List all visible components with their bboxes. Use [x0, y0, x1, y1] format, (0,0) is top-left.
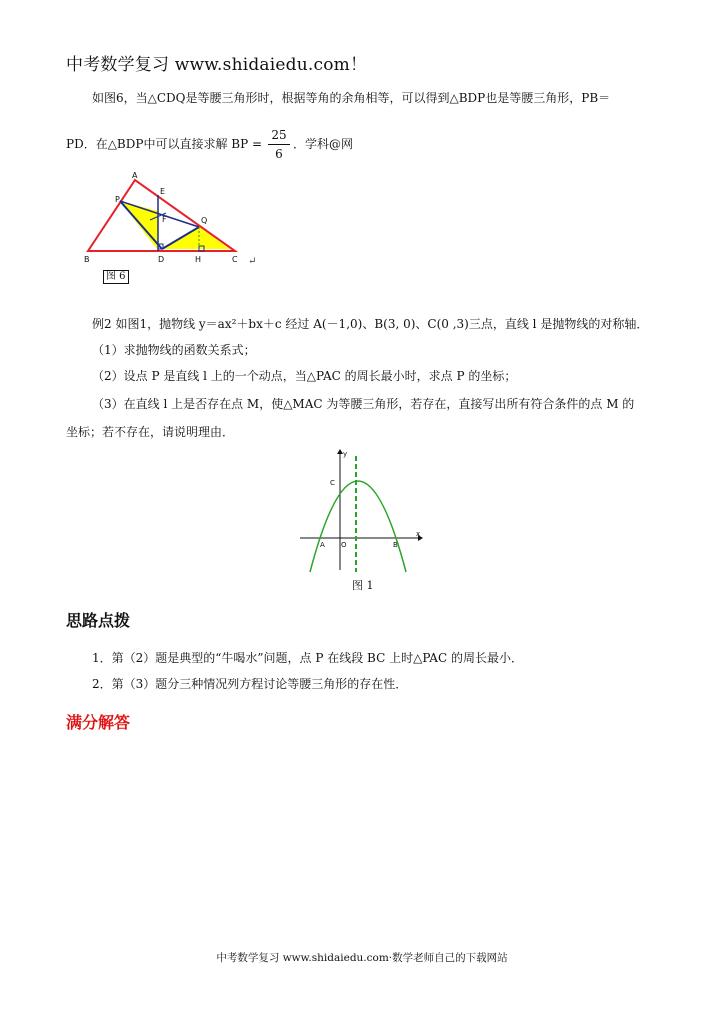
- figure-1-graph: [296, 446, 426, 576]
- thinking-heading: 思路点拨: [66, 611, 131, 630]
- point-label-a: A: [320, 541, 325, 549]
- thinking-item-2: 2．第（3）题分三种情况列方程讨论等腰三角形的存在性．: [92, 677, 408, 691]
- point-label-c: C: [232, 255, 238, 264]
- fraction-numerator: 25: [271, 128, 287, 142]
- example-2-question-3-line-2: 坐标；若不存在，请说明理由．: [66, 425, 235, 439]
- axis-label-y: y: [343, 450, 348, 458]
- fraction-bar: [268, 144, 290, 145]
- return-mark-icon: ↵: [248, 256, 257, 267]
- figure-1-caption: 图 1: [352, 579, 374, 592]
- point-label-p: P: [115, 195, 120, 204]
- example-2-question-3-line-1: （3）在直线 l 上是否存在点 M，使△MAC 为等腰三角形，若存在，直接写出所有符合条件的点 M 的: [92, 397, 635, 411]
- axis-label-x: x: [416, 530, 421, 538]
- yellow-region-right: [162, 227, 230, 249]
- header-title: 中考数学复习 www.shidaiedu.com！: [66, 55, 368, 75]
- paragraph-1-line-2-tail: ．学科@网: [293, 137, 354, 151]
- example-2-question-1: （1）求抛物线的函数关系式；: [92, 343, 256, 357]
- paragraph-1-line-2: PD．在△BDP中可以直接求解 BP =: [66, 137, 263, 151]
- example-2-intro: 例2 如图1，抛物线 y＝ax²＋bx＋c 经过 A(－1,0)、B(3, 0)、C(0 ,3)三点，直线 l 是抛物线的对称轴．: [92, 317, 649, 331]
- solution-heading: 满分解答: [66, 713, 131, 732]
- point-label-a: A: [132, 171, 138, 180]
- fraction-denominator: 6: [275, 147, 283, 161]
- point-label-h: H: [195, 255, 202, 264]
- point-label-e: E: [160, 187, 166, 196]
- point-label-o: O: [341, 541, 347, 549]
- figure-6-caption: 图 6: [103, 270, 129, 284]
- figure-6-diagram: [80, 168, 260, 268]
- page-footer: 中考数学复习 www.shidaiedu.com·数学老师自己的下载网站: [216, 952, 508, 964]
- parabola-curve: [310, 481, 406, 572]
- point-label-b: B: [393, 541, 398, 549]
- point-label-c: C: [330, 479, 335, 487]
- paragraph-1-line-1: 如图6，当△CDQ是等腰三角形时，根据等角的余角相等，可以得到△BDP也是等腰三角形，PB＝: [92, 91, 611, 105]
- thinking-item-1: 1．第（2）题是典型的“牛喝水”问题，点 P 在线段 BC 上时△PAC 的周长最小．: [92, 651, 523, 665]
- example-2-question-2: （2）设点 P 是直线 l 上的一个动点，当△PAC 的周长最小时，求点 P 的坐标；: [92, 369, 517, 383]
- point-label-b: B: [84, 255, 90, 264]
- point-label-d: D: [158, 255, 165, 264]
- point-label-f: F: [162, 215, 167, 224]
- point-label-q: Q: [201, 216, 208, 225]
- fraction-25-6: [268, 128, 290, 162]
